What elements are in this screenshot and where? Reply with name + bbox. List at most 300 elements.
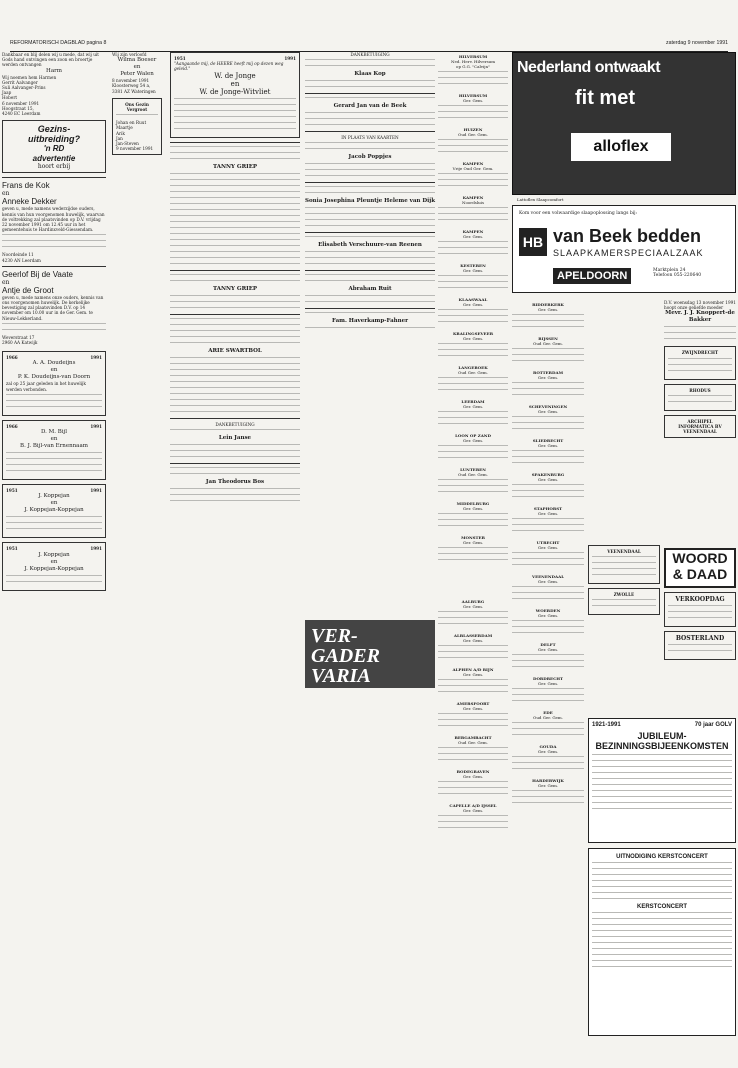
church-town: VEENENDAAL [531, 574, 565, 579]
church-congregation: Ger. Gem. [462, 808, 484, 813]
text-filler [438, 389, 508, 393]
church-service [512, 640, 584, 674]
text-filler [512, 756, 584, 760]
thanks-name-2: Gerard Jan van de Beek [333, 103, 407, 110]
family-box-date: 9 november 1991 [116, 146, 154, 152]
text-filler [512, 490, 584, 494]
text-filler [512, 626, 584, 630]
text-filler [592, 562, 656, 566]
church-service [438, 499, 508, 533]
text-filler [170, 280, 300, 284]
vergader-varia-banner [305, 620, 435, 688]
church-town: DELFT [540, 642, 556, 647]
church-service [438, 329, 508, 363]
church-service [438, 363, 508, 397]
text-filler [170, 215, 300, 219]
text-filler [438, 513, 508, 517]
church-service [438, 597, 508, 631]
church-service [512, 402, 584, 436]
church-congregation: Ger. Gem. [462, 506, 484, 511]
jubilee-golv: 70 jaar GOLV [694, 722, 732, 728]
text-filler [438, 559, 508, 563]
text-filler [438, 623, 508, 627]
church-congregation: Ger. Gem. [462, 706, 484, 711]
text-filler [305, 207, 435, 211]
text-filler [174, 122, 296, 126]
rd-advert [2, 120, 106, 173]
text-filler [512, 382, 584, 386]
lattoflex-caption: Lattoflex Slaapcomfort [517, 197, 564, 202]
church-congregation: Oud Ger. Gem. [458, 472, 488, 477]
text-filler [170, 307, 300, 311]
engaged-names: Wilma Boeser en Peter Walen [117, 57, 157, 78]
quote: "Aangaande mij, de HEERE heeft mij op dezen weg geleid." [174, 61, 284, 72]
church-congregation: Ger. Gem. [537, 613, 559, 618]
text-filler [592, 605, 656, 609]
church-town: KESTEREN [460, 263, 486, 268]
text-filler [438, 117, 508, 121]
thanks-name: Lein Janse [218, 434, 252, 441]
rd-advert-sub: 'n RD advertentie [32, 144, 76, 164]
church-town: LEERDAM [461, 399, 485, 404]
text-filler [6, 394, 102, 398]
church-congregation: Ger. Gem. [537, 579, 559, 584]
text-filler [512, 694, 584, 698]
text-filler [438, 611, 508, 615]
church-town: BODEGRAVEN [456, 769, 490, 774]
text-filler [2, 323, 106, 327]
text-filler [6, 522, 102, 526]
text-filler [512, 620, 584, 624]
church-town: HARDERWIJK [532, 778, 564, 783]
text-filler [170, 324, 300, 328]
church-congregation: Ger. Gem. [462, 98, 484, 103]
text-filler [170, 473, 300, 477]
church-congregation: Ger. Gem. [462, 336, 484, 341]
text-filler [512, 314, 584, 318]
text-filler [170, 227, 300, 231]
knoppert-intro: D.V. woensdag 13 november 1991 hoopt onze geliefde moeder [664, 300, 736, 311]
column-8 [664, 300, 736, 442]
woord-daad-logo: WOORD & DAAD [664, 548, 736, 588]
zwijndrecht-box [664, 346, 736, 379]
year-start: 1966 [6, 423, 18, 429]
family-box-names: Johan en Ruut Maartje Arik Jan Jan-Steven [116, 120, 147, 147]
text-filler [438, 315, 508, 319]
church-service [438, 665, 508, 699]
church-congregation: Ger. Gem. [462, 604, 484, 609]
anniversary-box-1 [2, 351, 106, 416]
text-filler [438, 343, 508, 347]
church-town: SCHEVENINGEN [528, 404, 568, 409]
text-filler [438, 679, 508, 683]
text-filler [305, 192, 435, 196]
text-filler [305, 175, 435, 179]
church-service [512, 606, 584, 640]
engagement-notice-2 [2, 270, 106, 345]
column-6-church-services [512, 300, 584, 810]
text-filler [438, 787, 508, 791]
van-beek-sub: SLAAPKAMERSPECIAALZAAK [553, 248, 704, 258]
divider [170, 314, 300, 315]
text-filler [512, 518, 584, 522]
text-filler [170, 363, 300, 367]
text-filler [438, 309, 508, 313]
text-filler [170, 429, 300, 433]
church-service [438, 193, 508, 227]
engaged-address: Kloosterweg 54 a, 3381 AZ Wateringen [112, 83, 156, 94]
text-filler [438, 747, 508, 751]
text-filler [305, 186, 435, 190]
birth-notice-text: Dankbaar en blij delen wij u mede, dat wij uit Gods hand ontvingen een zoon en broertje werden ontvangen [2, 52, 99, 68]
year-end: 1991 [90, 423, 102, 429]
spacer [438, 567, 508, 597]
text-filler [668, 358, 732, 362]
church-congregation: Oud Ger. Gem. [458, 132, 488, 137]
deceased-name: TANNY GRIEP [212, 163, 258, 170]
year-end: 1991 [90, 546, 102, 552]
and-word-2: en [2, 278, 10, 286]
text-filler [305, 124, 435, 128]
bosterland-title: BOSTERLAND [675, 635, 725, 642]
text-filler [512, 422, 584, 426]
church-service [512, 504, 584, 538]
text-filler [438, 417, 508, 421]
text-filler [170, 257, 300, 261]
verkoopdag-box [664, 592, 736, 627]
church-congregation: Ger. Gem. [537, 477, 559, 482]
birth-name: Harm [46, 67, 62, 74]
text-filler [438, 651, 508, 655]
text-filler [438, 71, 508, 75]
text-filler [592, 868, 732, 872]
van-beek-advert [512, 205, 736, 293]
text-filler [174, 128, 296, 132]
column-5-church-services [438, 52, 508, 835]
text-filler [512, 394, 584, 398]
church-congregation: Ger. Gem. [462, 774, 484, 779]
text-filler [512, 586, 584, 590]
church-service [438, 733, 508, 767]
text-filler [170, 399, 300, 403]
text-filler [438, 457, 508, 461]
church-service [512, 742, 584, 776]
text-filler [438, 275, 508, 279]
text-filler [170, 387, 300, 391]
couple-names: D. M. Bijl en B. J. Bijl-van Ernennaam [20, 429, 88, 450]
veenendaal-box [588, 545, 660, 584]
text-filler [592, 760, 732, 764]
text-filler [668, 611, 732, 615]
text-filler [438, 77, 508, 81]
text-filler [512, 530, 584, 534]
text-filler [438, 377, 508, 381]
lattoflex-logo: alloflex [571, 133, 671, 161]
text-filler [170, 393, 300, 397]
text-filler [592, 796, 732, 800]
text-filler [438, 479, 508, 483]
text-filler [170, 239, 300, 243]
engaged-date: 8 november 1991 [112, 78, 150, 84]
text-filler [512, 796, 584, 800]
groom-name: Frans de Kok [2, 181, 50, 191]
text-filler [592, 960, 732, 964]
text-filler [305, 65, 435, 69]
text-filler [512, 660, 584, 664]
anniversary-box-4 [2, 542, 106, 590]
text-filler [170, 405, 300, 409]
text-filler [438, 213, 508, 217]
church-town: SPAKENBURG [531, 472, 565, 477]
church-congregation: Ger. Gem. [462, 438, 484, 443]
kerstconcert-title: KERSTCONCERT [636, 904, 687, 910]
zwolle-title: ZWOLLE [613, 592, 635, 598]
text-filler [438, 355, 508, 359]
thanks-name-6: Abraham Ruit [348, 286, 392, 293]
church-congregation: Ger. Gem. [537, 375, 559, 380]
couple-names: A. A. Doudeijns en P. K. Doudeijns-van Doorn [17, 360, 91, 381]
church-congregation: Ger. Gem. [462, 638, 484, 643]
text-filler [512, 734, 584, 738]
text-filler [512, 320, 584, 324]
text-filler [6, 406, 102, 410]
church-town: MONSTER [461, 535, 485, 540]
year-start: 1951 [6, 546, 18, 552]
church-service [512, 538, 584, 572]
text-filler [170, 221, 300, 225]
text-filler [438, 821, 508, 825]
church-town: RIJSSEN [538, 336, 558, 341]
text-filler [174, 104, 296, 108]
text-filler [305, 312, 435, 316]
text-filler [438, 105, 508, 109]
text-filler [668, 605, 732, 609]
text-filler [512, 654, 584, 658]
text-filler [438, 685, 508, 689]
vergader-varia-title: VER- GADER VARIA [311, 625, 380, 687]
text-filler [170, 357, 300, 361]
church-congregation: Oud Ger. Gem. [533, 341, 563, 346]
engagement-body: geven u, mede namens wederzijdse ouders, kennis van hun voorgenomen huwelijk, waarvan de voltrekking zal plaatsvinden op D.V. vrijdag 22 november 1991 om 12.45 uur in het gemeentehuis te Hardinxveld-Giessendam. [2, 206, 105, 233]
church-service [512, 572, 584, 606]
anniversary-main [170, 52, 300, 138]
church-congregation: Ger. Gem. [537, 307, 559, 312]
church-service [438, 159, 508, 193]
text-filler [170, 375, 300, 379]
church-service [438, 261, 508, 295]
year-end: 1991 [284, 56, 296, 61]
text-filler [512, 462, 584, 466]
church-town: BERGAMBACHT [454, 735, 492, 740]
text-filler [6, 464, 102, 468]
text-filler [438, 525, 508, 529]
text-filler [512, 592, 584, 596]
text-filler [170, 251, 300, 255]
text-filler [664, 332, 736, 336]
text-filler [170, 330, 300, 334]
column-8-lower [664, 592, 736, 664]
text-filler [438, 451, 508, 455]
thanks-name-5: Elisabeth Verschuure-van Reenen [318, 242, 422, 249]
church-congregation: Ger. Gem. [537, 749, 559, 754]
church-service [512, 334, 584, 368]
text-filler [438, 725, 508, 729]
text-filler [438, 719, 508, 723]
couple-names: W. de Jonge en W. de Jonge-Witvliet [199, 71, 271, 96]
text-filler [592, 766, 732, 770]
text-filler [668, 650, 732, 654]
church-town: KRALINGSEVEER [452, 331, 494, 336]
text-filler [170, 494, 300, 498]
text-filler [438, 793, 508, 797]
church-congregation: Ger. Gem. [537, 443, 559, 448]
text-filler [438, 241, 508, 245]
engaged-head: Wij zijn verloofd [112, 52, 147, 57]
text-filler [6, 516, 102, 520]
text-filler [170, 295, 300, 299]
church-town: HILVERSUM [458, 54, 488, 59]
lattoflex-headline-2: fit met [575, 87, 635, 109]
text-filler [170, 185, 300, 189]
text-filler [592, 574, 656, 578]
obituary-1 [170, 146, 300, 267]
text-filler [512, 722, 584, 726]
verkoopdag-title: VERKOOPDAG [675, 596, 725, 603]
text-filler [170, 191, 300, 195]
text-filler [305, 148, 435, 152]
church-town: ALBLASSERDAM [453, 633, 493, 638]
text-filler [170, 209, 300, 213]
church-congregation: Noordsluis [461, 200, 485, 205]
text-filler [512, 598, 584, 602]
text-filler [592, 778, 732, 782]
text-filler [170, 197, 300, 201]
text-filler [438, 247, 508, 251]
church-service [512, 368, 584, 402]
year-start: 1951 [174, 56, 186, 61]
divider [2, 266, 106, 267]
engagement-body-2: geven u, mede namens onze ouders, kennis van ons voorgenomen huwelijk. De kerkelijke bevestiging zal plaatsvinden D.V. op 14 november om 10.00 uur in de Ger. Gem. te Nieuw-Lekkerland. [2, 294, 104, 321]
church-town: ALPHEN A/D RIJN [452, 667, 494, 672]
text-filler [305, 257, 435, 261]
text-filler [512, 632, 584, 636]
thanks-heading: DANKBETUIGING [215, 421, 255, 427]
text-filler [170, 488, 300, 492]
thanks-name-2: Jan Theodorus Bos [205, 478, 265, 485]
knoppert-name: Mevr. J. J. Knoppert-de Bakker [665, 310, 735, 324]
text-filler [305, 251, 435, 255]
text-filler [438, 657, 508, 661]
text-filler [438, 145, 508, 149]
text-filler [592, 874, 732, 878]
text-filler [438, 287, 508, 291]
year-start: 1966 [6, 355, 18, 361]
kerstconcert-invite: UITNODIGING KERSTCONCERT [616, 854, 708, 860]
text-filler [438, 617, 508, 621]
church-congregation: Ger. Gem. [537, 511, 559, 516]
text-filler [512, 700, 584, 704]
church-town: KLAASWAAL [458, 297, 488, 302]
veenendaal-title: VEENENDAAL [607, 549, 641, 554]
text-filler [592, 918, 732, 922]
text-filler [512, 354, 584, 358]
text-filler [2, 329, 106, 333]
divider [305, 131, 435, 132]
church-service [438, 533, 508, 567]
church-town: LUNTEREN [460, 467, 486, 472]
divider [305, 232, 435, 233]
text-filler [170, 456, 300, 460]
church-congregation: Ger. Gem. [537, 681, 559, 686]
text-filler [592, 880, 732, 884]
church-congregation: Oud Ger. Gem. [458, 370, 488, 375]
divider [305, 308, 435, 309]
text-filler [6, 581, 102, 585]
text-filler [170, 263, 300, 267]
church-town: EDE [543, 710, 553, 715]
church-town: STAPHORST [533, 506, 563, 511]
archipel-title: ARCHIPEL INFORMATICA BV VEENENDAAL [678, 418, 722, 435]
church-town: KAMPEN [462, 161, 484, 166]
year-end: 1991 [90, 488, 102, 494]
text-filler [170, 450, 300, 454]
text-filler [6, 528, 102, 532]
text-filler [170, 152, 300, 156]
text-filler [438, 185, 508, 189]
couple-names: J. Koppejan en J. Koppejan-Koppejan [24, 551, 84, 572]
rd-advert-tag: hoort erbij [37, 163, 71, 171]
church-service [438, 431, 508, 465]
text-filler [592, 936, 732, 940]
church-town: AMERSFOORT [456, 701, 490, 706]
text-filler [6, 452, 102, 456]
text-filler [512, 428, 584, 432]
church-town: AALBURG [461, 599, 485, 604]
van-beek-city: APELDOORN [553, 268, 631, 284]
text-filler [438, 173, 508, 177]
text-filler [592, 784, 732, 788]
text-filler [305, 263, 435, 267]
text-filler [305, 163, 435, 167]
anniversary-box-3 [2, 484, 106, 538]
text-filler [592, 568, 656, 572]
birth-notice [2, 52, 106, 116]
church-town: CAPELLE A/D IJSSEL [449, 803, 497, 808]
text-filler [592, 924, 732, 928]
church-congregation: Oud Ger. Gem. [458, 740, 488, 745]
text-filler [305, 112, 435, 116]
engagement-address-2: Weverstraat 17 2960 AA Katwijk [2, 334, 38, 346]
and-word: en [2, 190, 10, 198]
text-filler [438, 349, 508, 353]
lattoflex-advert [512, 52, 736, 202]
text-filler [174, 116, 296, 120]
church-congregation: Vrije Oud Ger. Gem. [452, 166, 494, 171]
church-service [438, 227, 508, 261]
text-filler [592, 556, 656, 560]
text-filler [438, 815, 508, 819]
zwijndrecht-title: ZWIJNDRECHT [681, 350, 719, 356]
rd-advert-title: Gezins- uitbreiding? [28, 124, 80, 145]
text-filler [512, 790, 584, 794]
kerstconcert-advert [588, 848, 736, 1036]
divider [2, 177, 106, 178]
text-filler [592, 754, 732, 758]
text-filler [305, 80, 435, 84]
text-filler [170, 203, 300, 207]
groom-name-2: Geerlof Bij de Vaate [2, 269, 74, 279]
text-filler [438, 691, 508, 695]
